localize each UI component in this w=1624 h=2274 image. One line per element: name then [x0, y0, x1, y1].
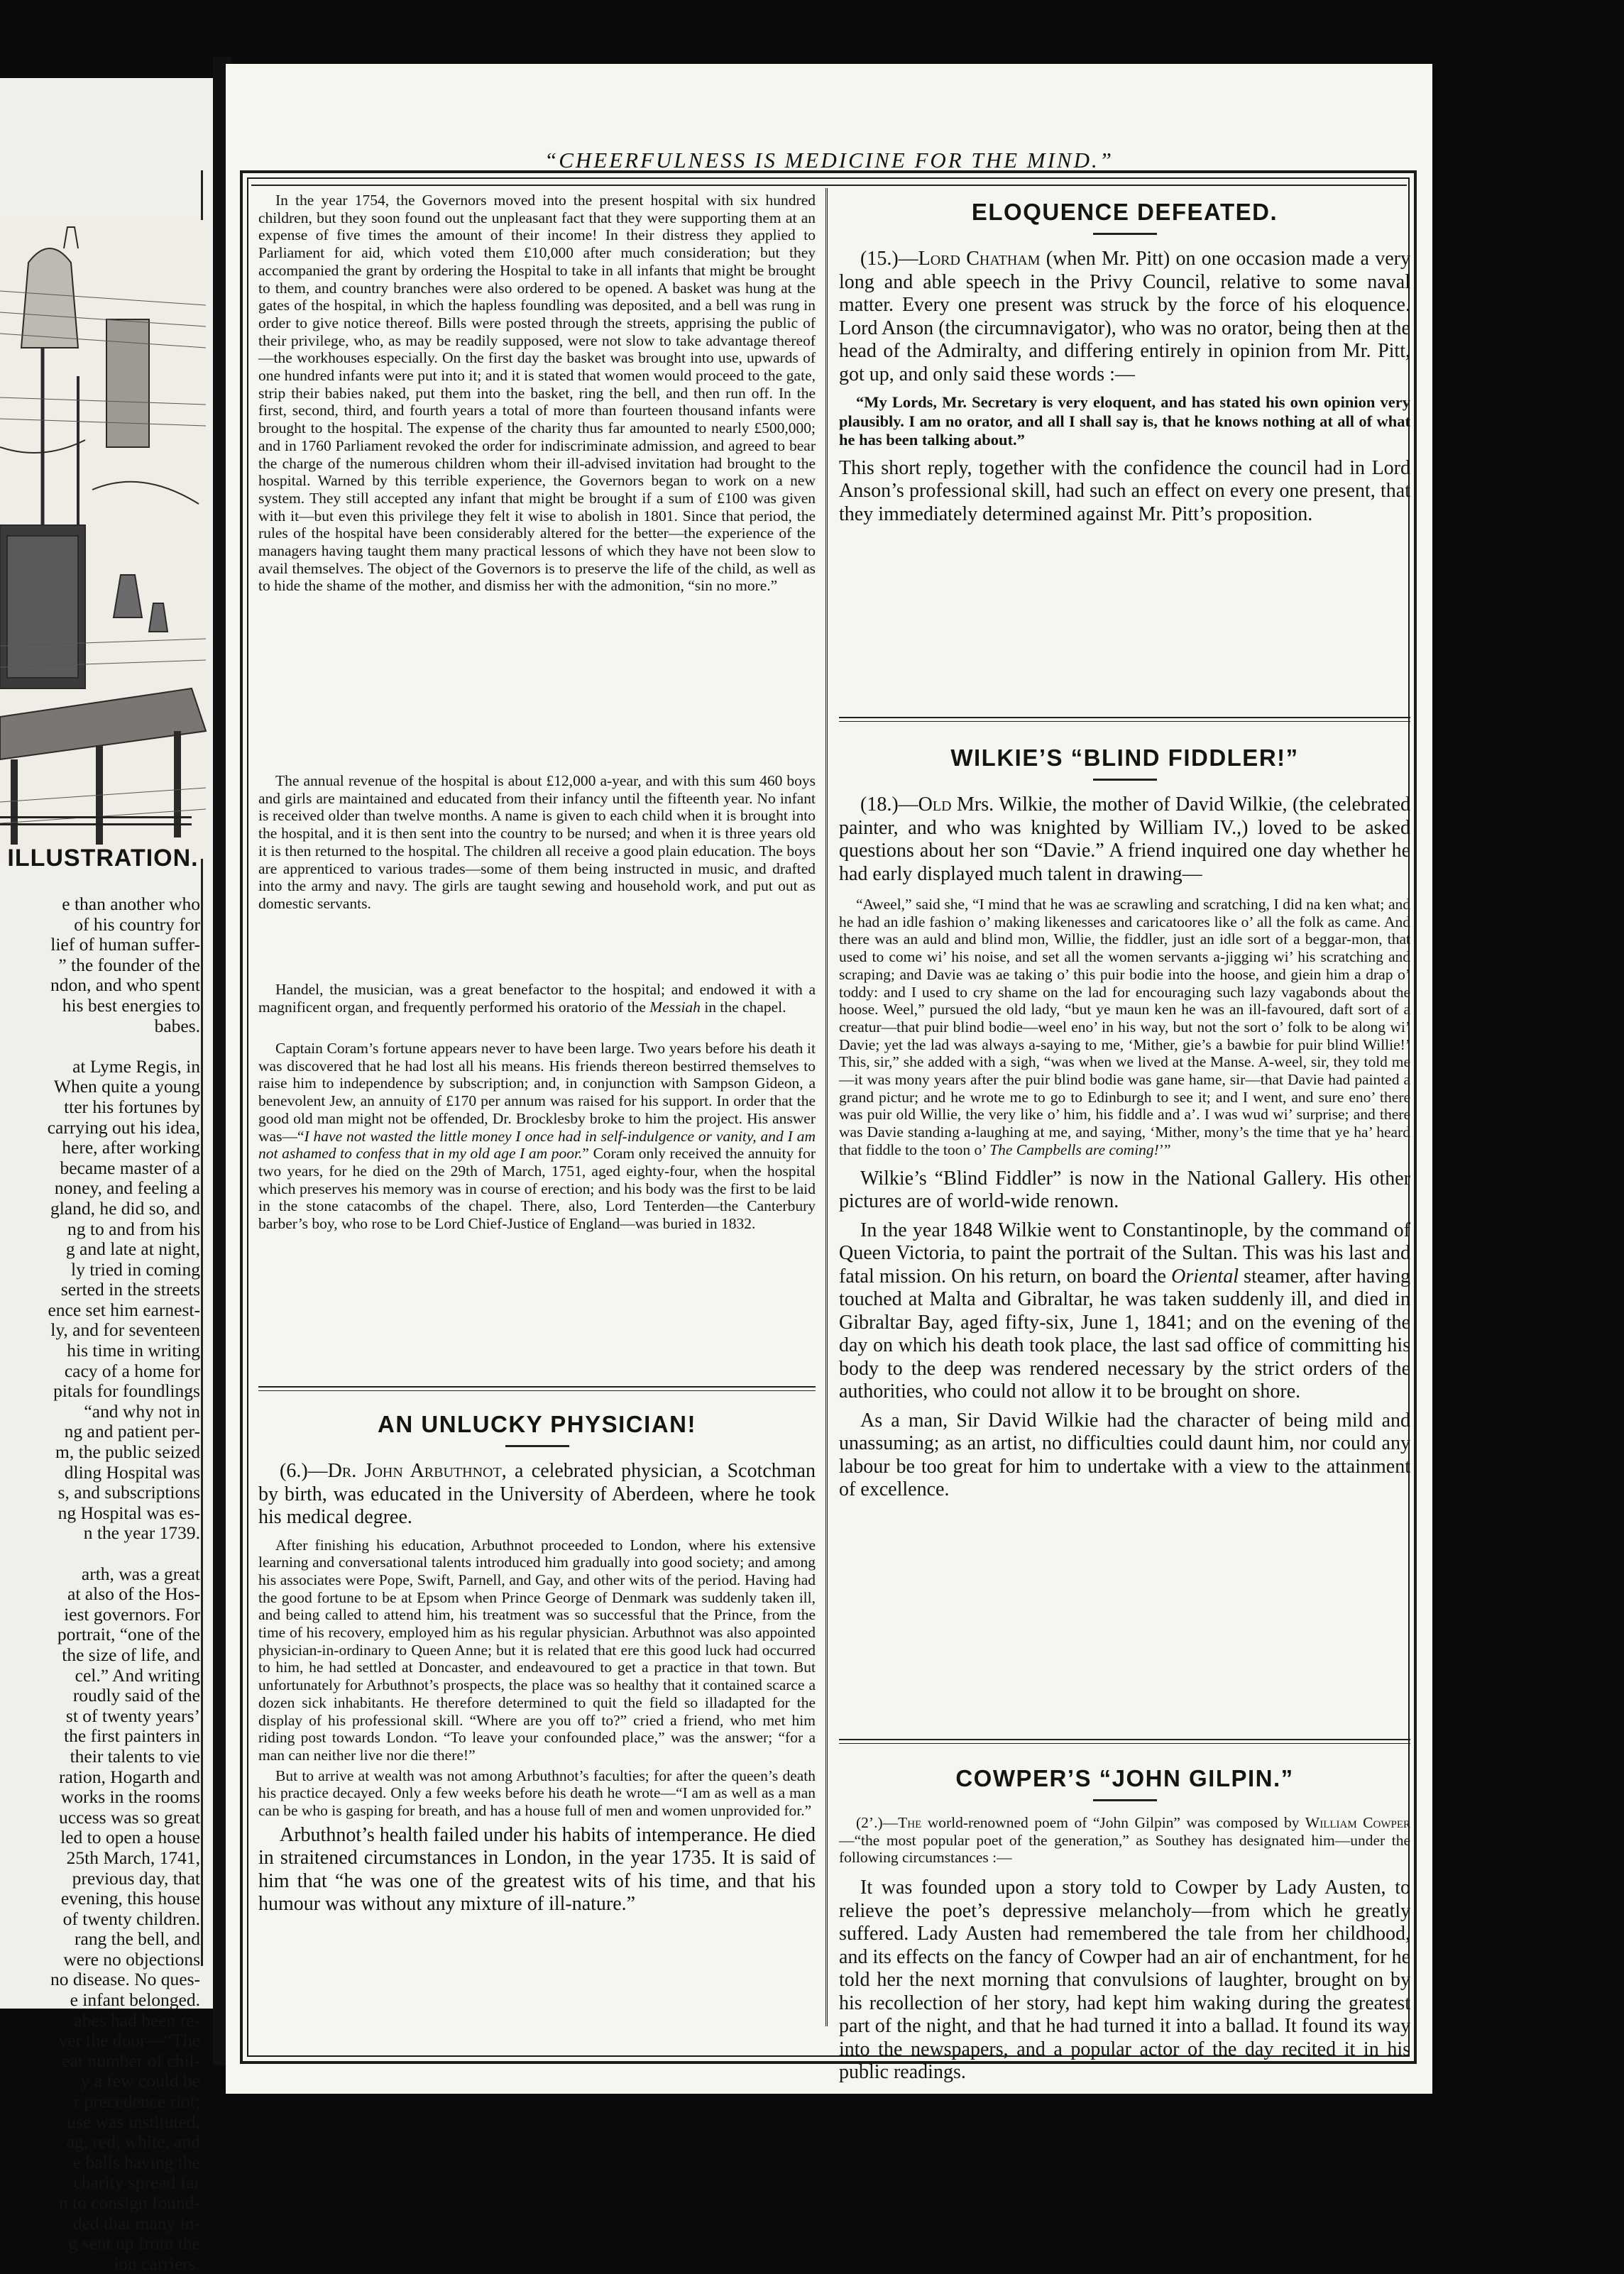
facing-page-line: e than another who — [62, 894, 200, 914]
physician-heading: AN UNLUCKY PHYSICIAN! — [378, 1411, 696, 1437]
heading-rule — [505, 1445, 569, 1447]
gilpin-paragraph-1: (2’.)—The world-renowned poem of “John Gilpin” was composed by William Cowper—“the most popular poet of the generation,” as Southey has designated him—under the following circumstances :— — [839, 1814, 1410, 1867]
facing-page-line: n to consign found- — [58, 2192, 200, 2213]
facing-page-line: ded that many in- — [72, 2212, 200, 2234]
facing-page-line: g and late at night, — [65, 1238, 200, 1260]
heading-rule — [1093, 1799, 1157, 1801]
physician-paragraph-3: But to arrive at wealth was not among Arbuthnot’s faculties; for after the queen’s death his practice decayed. Only a few weeks before his death he wrote—“I am as well as a man can be who is gasping for breath, and has a house full of men and women unprovided for.” — [258, 1767, 816, 1820]
facing-page-line: gland, he did so, and — [50, 1197, 200, 1219]
facing-page-line: previous day, that — [72, 1867, 200, 1889]
coram-paragraph: Captain Coram’s fortune appears never to have been large. Two years before his death it was discovered that he had lost all his means. His friends thereon bestirred themselves to raise him to independence by subscription; and, in conjunction with Sampson Gideon, a benevolent Jew, an annuity of £170 per annum was raised for his support. In order that the good old man might not be offended, Dr. Brocklesby broke to him the project. His answer was—“I have not wasted the little money I once had in self-indulgence or vanity, and I am not ashamed to confess that in my old age I am poor.” Coram only received the annuity for two years, for he died on the 29th of March, 1751, aged eighty-four, when the hospital which preserves his memory was in course of erection; and his body was the first to be laid in the stone catacombs of the chapel. There, also, Lord Tenterden—the Canterbury barber’s boy, who rose to be Lord Chief-Justice of England—was buried in 1832. — [258, 1040, 816, 1233]
wilkie-paragraph-3: Wilkie’s “Blind Fiddler” is now in the National Gallery. His other pictures are of world-wide renown. — [839, 1167, 1410, 1213]
facing-page-heading: ILLUSTRATION. — [7, 845, 199, 872]
facing-page-line: g sent up from the — [68, 2233, 200, 2254]
facing-page-line: of twenty children. — [62, 1908, 200, 1929]
facing-page-line: ndon, and who spent — [50, 974, 200, 996]
wilkie-paragraph-5: As a man, Sir David Wilkie had the character of being mild and unassuming; as an artist, no difficulties could daunt him, nor could any labour be too great for him to undertake with a view to the attainment of excellence. — [839, 1409, 1410, 1501]
facing-page-line: arth, was a great — [81, 1563, 200, 1584]
gilpin-paragraph-2: It was founded upon a story told to Cowper by Lady Austen, to relieve the poet’s depressive melancholy—from which he greatly suffered. Lady Austen had remembered the tale from her childhood, and its effects on the fancy of Cowper had an air of enchantment, for he told her the next morning that convulsions of laughter, brought on by his recollection of her story, had kept him waking during the greatest part of the night, and that he had turned it into a ballad. It found its way into the newspapers, and a popular actor of the day recited it in his public readings. — [839, 1877, 1410, 2084]
facing-page-line: led to open a house — [60, 1827, 200, 1848]
facing-page-line — [0, 1036, 200, 1057]
facing-page-line: his best energies to — [62, 994, 200, 1016]
facing-page-line: abes had been re- — [74, 2009, 200, 2031]
facing-page-line: ly tried in coming — [70, 1258, 200, 1280]
facing-page-line: at Lyme Regis, in — [72, 1055, 200, 1077]
facing-page-line: works in the rooms — [60, 1786, 200, 1808]
facing-page-line: e balls having the — [72, 2151, 200, 2173]
engraving-illustration — [0, 220, 206, 859]
eloquence-paragraph-2: This short reply, together with the confidence the council had in Lord Anson’s professional skill, had such an effect on every one present, that they immediately determined against Mr. Pitt’s proposition. — [839, 456, 1410, 525]
wilkie-paragraph-1: (18.)—Old Mrs. Wilkie, the mother of David Wilkie, (the celebrated painter, and who was knighted by William IV.,) loved to be asked questions about her son “Davie.” A friend inquired one day whether he had early displayed much talent in drawing— — [839, 793, 1410, 885]
facing-page-line: the first painters in — [64, 1725, 200, 1747]
facing-page-rule — [0, 816, 192, 818]
title-rule — [251, 185, 1407, 186]
facing-page-line: ence set him earnest- — [48, 1299, 200, 1320]
wilkie-paragraph-4: In the year 1848 Wilkie went to Constantinople, by the command of Queen Victoria, to paint the portrait of the Sultan. This was his last and fatal mission. On his return, on board the Oriental steamer, after having touched at Malta and Gibraltar, he was taken suddenly ill, and died in Gibraltar Bay, aged fifty-six, June 1, 1841; and on the evening of the day on which his death took place, the last sad office of committing his body to the deep was rendered necessary by the strict orders of the authorities, who could not allow it to be brought on shore. — [839, 1219, 1410, 1403]
facing-page-line: ” the founder of the — [58, 954, 200, 975]
foundling-paragraph-2: The annual revenue of the hospital is about £12,000 a-year, and with this sum 460 boys and girls are maintained and educated from their infancy until the fifteenth year. No infant is received older than twelve months. A name is given to each child when it is brought into the hospital, and it is then sent into the country to be nursed; and when it is three years old it is then returned to the hospital. The children all receive a good plain education. The boys are apprenticed to various trades—some of them being instructed in music, and drafted into the army and navy. The girls are taught sewing and household work, and put out as domestic servants. — [258, 772, 816, 912]
facing-page-line: at also of the Hos- — [67, 1583, 200, 1605]
facing-page-line: no disease. No ques- — [50, 1969, 200, 1990]
facing-page-line: r precedence riot; — [73, 2091, 200, 2112]
wilkie-heading: WILKIE’S “BLIND FIDDLER!” — [950, 745, 1299, 771]
facing-page-line: babes. — [154, 1015, 200, 1036]
facing-page-line: cel.” And writing — [75, 1664, 200, 1686]
facing-page-line: carrying out his idea, — [47, 1116, 200, 1138]
facing-page-line: ng Hospital was es- — [57, 1502, 200, 1523]
facing-page-line: m, the public seized — [55, 1441, 200, 1463]
facing-page-line: of his country for — [74, 913, 200, 935]
facing-page-line: ag, red, white, and — [66, 2131, 200, 2153]
facing-page-line: e infant belonged. — [70, 1989, 200, 2011]
facing-page-line: his time in writing — [67, 1340, 200, 1361]
facing-page-line: st of twenty years’ — [65, 1705, 200, 1726]
heading-rule — [1093, 779, 1157, 781]
facing-page-line: cacy of a home for — [64, 1360, 200, 1381]
facing-page-line: charity spread far — [73, 2172, 200, 2193]
facing-page-line: ly, and for seventeen — [50, 1319, 200, 1341]
facing-page-line: ng and patient per- — [64, 1421, 200, 1442]
facing-page-line — [0, 1544, 200, 1564]
facing-page-line: were no objections — [63, 1948, 200, 1970]
section-separator — [258, 1386, 816, 1391]
facing-page-line: noney, and feeling a — [54, 1177, 200, 1199]
facing-page-line: the size of life, and — [62, 1644, 200, 1665]
physician-paragraph-1: (6.)—Dr. John Arbuthnot, a celebrated physician, a Scotchman by birth, was educated in the University of Aberdeen, where he took his medical degree. — [258, 1460, 816, 1528]
eloquence-heading: ELOQUENCE DEFEATED. — [971, 199, 1278, 225]
facing-page-line: iest governors. For — [64, 1603, 200, 1625]
facing-page-line: “and why not in — [84, 1400, 200, 1422]
section-separator — [839, 1739, 1410, 1744]
physician-paragraph-2: After finishing his education, Arbuthnot proceeded to London, where his extensive learning and conversational talents introduced him gradually into good society; and among his associates were Pope, Swift, Parnell, and Gay, and other wits of the period. Having had the good fortune to be at Epsom when Prince George of Denmark was suddenly taken ill, and being called to attend him, his treatment was so successful that the Prince, from the time of his recovery, employed him as his regular physician. Arbuthnot was also appointed physician-in-ordinary to Queen Anne; but it is related that ere this good luck had occurred to him, he had settled at Doncaster, and endeavoured to get a practice in that town. But unfortunately for Arbuthnot’s prospects, the place was so healthy that it contained scarce a dozen sick inhabitants. He therefore determined to quit the field so illadapted for the display of his professional skill. “Where are you off to?” cried a friend, who met him riding post towards London. “To leave your confounded place,” was the answer; “for a man can neither live nor die there!” — [258, 1536, 816, 1764]
handel-paragraph: Handel, the musician, was a great benefactor to the hospital; and endowed it with a magnificent organ, and frequently performed his oratorio of the Messiah in the chapel. — [258, 981, 816, 1016]
facing-page-line: 25th March, 1741, — [66, 1847, 200, 1868]
eloquence-paragraph-1: (15.)—Lord Chatham (when Mr. Pitt) on one occasion made a very long and able speech in the Privy Council, relative to some naval matter. Every one present was struck by the force of his eloquence. Lord Anson (the circumnavigator), who was no orator, being then at the head of the Admiralty, and differing entirely in opinion from Mr. Pitt, got up, and only said these words :— — [839, 248, 1411, 385]
facing-page — [0, 78, 213, 2274]
running-title: “CHEERFULNESS IS MEDICINE FOR THE MIND.” — [544, 148, 1114, 172]
facing-page-line: ver the door—“The — [58, 2030, 200, 2051]
facing-page-rule — [0, 823, 192, 825]
facing-page-line: n the year 1739. — [83, 1522, 200, 1544]
facing-page-line: serted in the streets — [60, 1279, 200, 1300]
column-divider — [825, 188, 828, 2026]
book-page — [226, 64, 1432, 2094]
facing-page-line: became master of a — [60, 1157, 200, 1178]
eloquence-quote: “My Lords, Mr. Secretary is very eloquent, and has stated his own opinion very plausibly. I am no orator, and all I shall say is, that he knows nothing at all of what he has been talking about.” — [839, 393, 1410, 449]
facing-page-line: When quite a young — [53, 1076, 200, 1097]
facing-page-line: dling Hospital was — [64, 1461, 200, 1483]
physician-paragraph-4: Arbuthnot’s health failed under his habits of intemperance. He died in straitened circumstances in London, in the year 1735. It is said of him that “he was one of the greatest wits of his time, and that his humour was without any mixture of ill-nature.” — [258, 1823, 816, 1916]
facing-page-line: here, after working — [62, 1137, 200, 1158]
facing-page-line: rang the bell, and — [74, 1928, 200, 1950]
facing-page-line: uccess was so great — [59, 1806, 200, 1828]
foundling-paragraph-1: In the year 1754, the Governors moved into the present hospital with six hundred children, but they soon found out the unpleasant fact that they were supporting them at an expense of five times the amount of their income! In their distress they applied to Parliament for aid, which voted them £10,000 after much consideration; but they accompanied the grant by ordering the Hospital to take in all infants that might be brought to them, and country branches were also ordered to be opened. A basket was hung at the gates of the hospital, in which the hapless foundling was deposited, and a bell was rung in order to give notice thereof. Bills were posted through the streets, apprising the public of their privilege, who, as may be readily supposed, were not slow to take advantage thereof—the workhouses especially. On the first day the basket was brought into use, upwards of one hundred infants were put into it; and it is stated that women would proceed to the gate, strip their babies naked, put them into the basket, ring the bell, and then run off. In the first, second, third, and fourth years a total of more than fourteen thousand infants were brought to the hospital. The expense of the charity thus far amounted to nearly £500,000; and in 1760 Parliament revoked the order for indiscriminate admission, and agreed to bear the charge of the numerous children whom their ill-advised invitation had brought to the hospital. Warned by this terrible experience, the Governors began to work on a new system. They still accepted any infant that might be brought if a sum of £100 was given with it—but even this privilege they felt it wise to abolish in 1801. Since that period, the rules of the hospital have been considerably altered for the better—the experience of the managers having taught them many practical lessons of which they have not been slow to avail themselves. The object of the Governors is to preserve the life of the child, as well as to hide the shame of the mother, and dismiss her with the admonition, “sin no more.” — [258, 192, 816, 595]
facing-page-line: evening, this house — [60, 1888, 200, 1909]
wilkie-paragraph-2: “Aweel,” said she, “I mind that he was ae scrawling and scratching, I did na ken what; and he had an idle fashion o’ making likenesses and caricatoores like o’ all the folk as came. And there was an auld and blind mon, Willie, the fiddler, just an idle sort of a beggar-mon, that used to come wi’ his noise, and set all the women servants a-jigging wi’ his scratching and scraping; and Davie was ae taking o’ this puir bodie into the hoose, and giein him a drap o’ toddy: and I used to cry shame on the lad for encouraging such lazy vagabonds about the hoose. Weel,” pursued the old lady, “but ye maun ken he was an ill-favoured, daft sort of a creatur—that puir blind bodie—weel eno’ in his way, but not the sort o’ folk to be along wi’ Davie; yet the lad was always a-saying to me, ‘Mither, gie’s a bawbie for puir blind Willie!’ This, sir,” she added with a sigh, “was when we lived at the Manse. A-weel, sir, they told me—it was mony years after the puir blind bodie was gane hame, sir—that Davie had painted a grand pictur; and he wrote me to go to Edinburgh to see it; and I went, and sure eno’ there was puir old Willie, the very like o’ him, his fiddle and a’. I was wud wi’ surprise; and there was Davie standing a-laughing at me, and saying, ‘Mither, mony’s the time that ye ha’ heard that fiddle to the toon o’ The Campbells are coming!’” — [839, 896, 1410, 1158]
heading-rule — [1093, 233, 1157, 235]
section-separator — [839, 717, 1410, 722]
facing-page-line: tter his fortunes by — [64, 1096, 200, 1117]
facing-page-line: pitals for foundlings — [53, 1380, 200, 1402]
gilpin-heading: COWPER’S “JOHN GILPIN.” — [955, 1765, 1294, 1791]
facing-page-line: ng to and from his — [67, 1218, 200, 1239]
facing-page-line: eat number of chil- — [62, 2050, 200, 2071]
facing-page-text — [0, 894, 200, 2274]
facing-page-line: portrait, “one of the — [57, 1624, 200, 1645]
facing-page-line: y a few could be — [80, 2070, 200, 2092]
facing-page-line: roudly said of the — [72, 1685, 200, 1706]
facing-page-line: ration, Hogarth and — [59, 1766, 200, 1787]
facing-page-line: ion carriers. — [114, 2253, 200, 2274]
facing-page-line: use was instituted, — [67, 2111, 200, 2132]
facing-page-line: their talents to vie — [70, 1745, 200, 1767]
facing-page-line: lief of human suffer- — [50, 934, 200, 955]
facing-page-line: s, and subscriptions — [57, 1482, 200, 1503]
